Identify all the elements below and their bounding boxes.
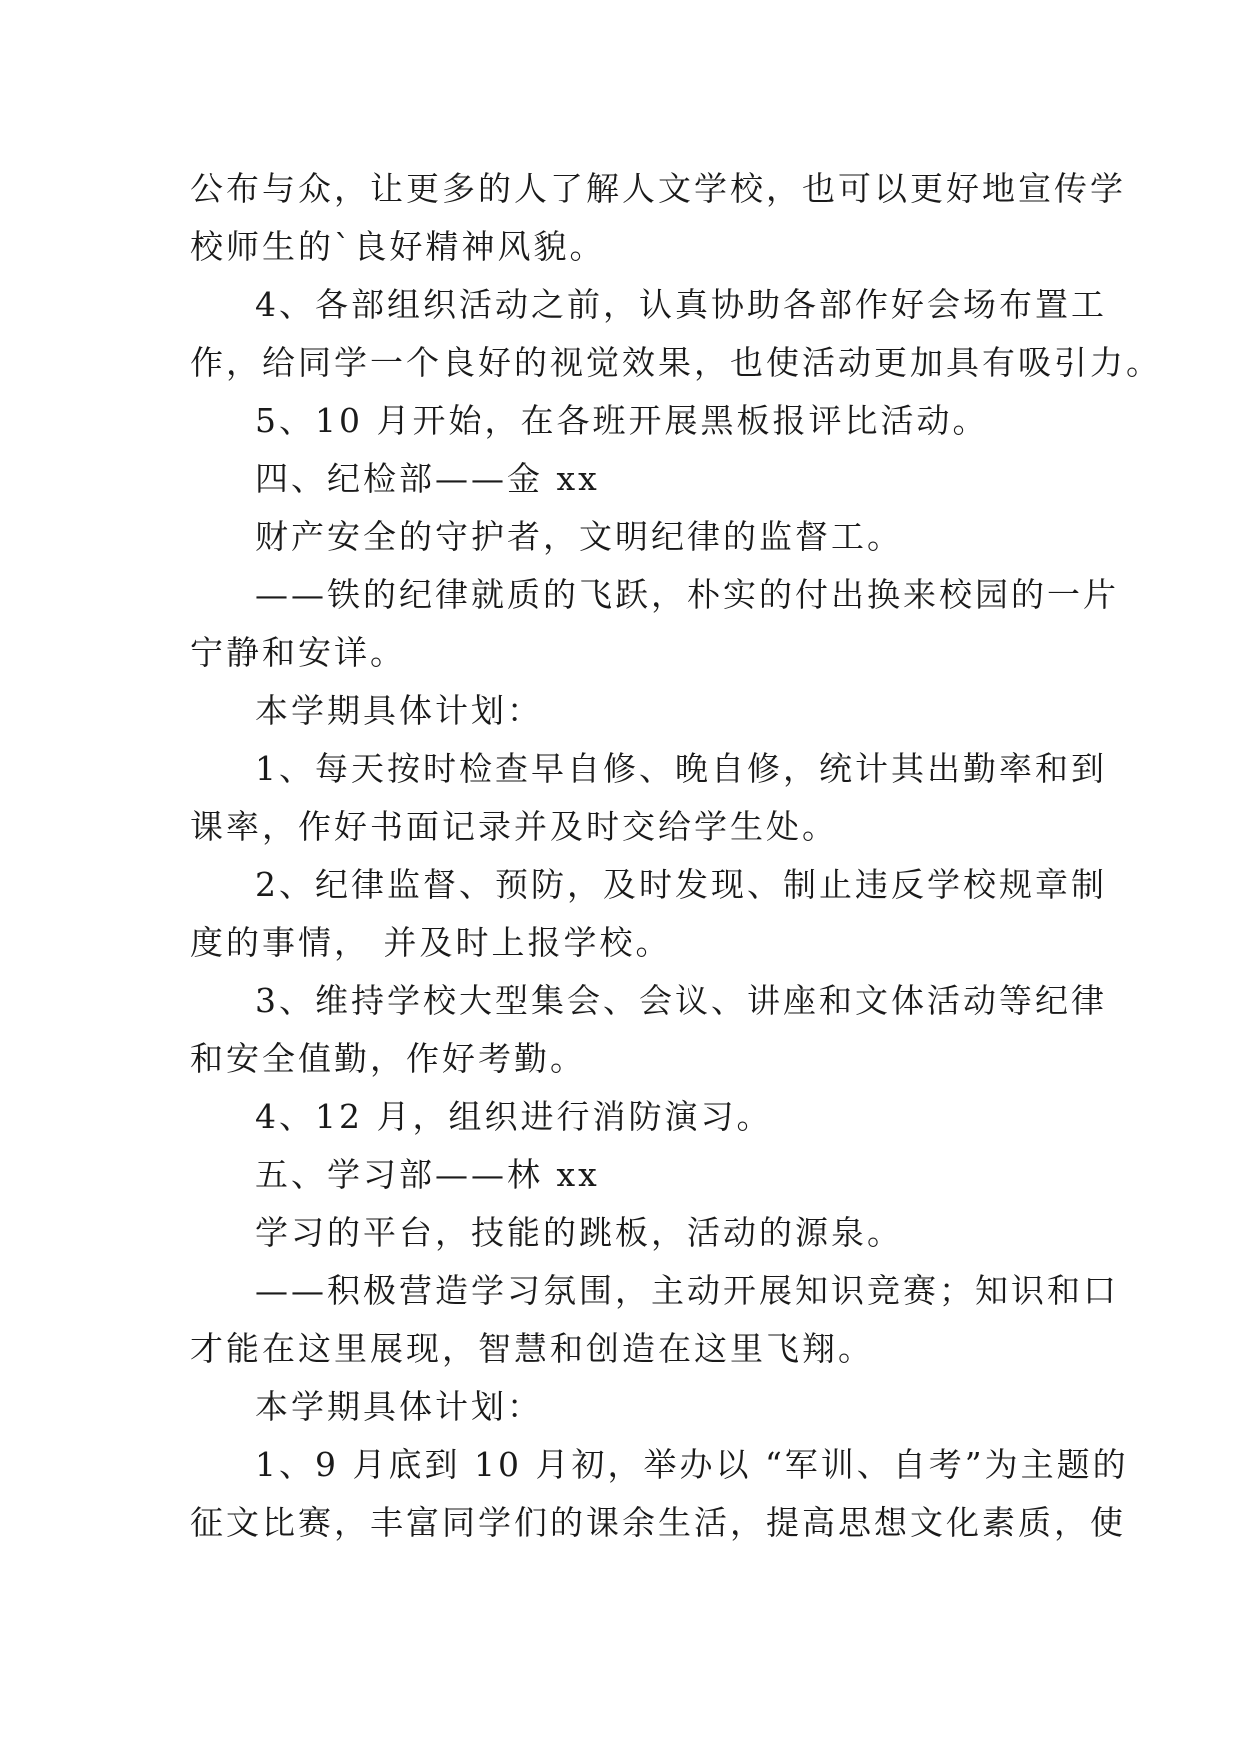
subheading: 本学期具体计划： — [255, 691, 543, 730]
list-item: 1、每天按时检查早自修、晚自修，统计其出勤率和到 — [255, 749, 1107, 788]
text-line: 课率，作好书面记录并及时交给学生处。 — [190, 807, 838, 846]
text-line: 度的事情， 并及时上报学校。 — [190, 923, 672, 962]
text-line: 公布与众，让更多的人了解人文学校，也可以更好地宣传学 — [190, 169, 1126, 208]
text-line: 作，给同学一个良好的视觉效果，也使活动更加具有吸引力。 — [190, 343, 1162, 382]
document-body — [190, 160, 1162, 1552]
list-item: 1、9 月底到 10 月初，举办以 “军训、自考”为主题的 — [255, 1445, 1129, 1484]
text-line: 宁静和安详。 — [190, 633, 406, 672]
list-item: 2、纪律监督、预防，及时发现、制止违反学校规章制 — [255, 865, 1107, 904]
list-item: 4、12 月，组织进行消防演习。 — [255, 1097, 773, 1136]
text-line: ——铁的纪律就质的飞跃，朴实的付出换来校园的一片 — [255, 575, 1119, 614]
text-line: 5、10 月开始，在各班开展黑板报评比活动。 — [255, 401, 989, 440]
text-line: 校师生的`良好精神风貌。 — [190, 227, 606, 266]
list-item: 3、维持学校大型集会、会议、讲座和文体活动等纪律 — [255, 981, 1107, 1020]
text-line: 学习的平台，技能的跳板，活动的源泉。 — [255, 1213, 903, 1252]
section-heading: 四、纪检部——金 xx — [255, 459, 600, 498]
text-line: 和安全值勤，作好考勤。 — [190, 1039, 586, 1078]
subheading: 本学期具体计划： — [255, 1387, 543, 1426]
text-line: 征文比赛，丰富同学们的课余生活，提高思想文化素质，使 — [190, 1503, 1126, 1542]
text-line: 才能在这里展现，智慧和创造在这里飞翔。 — [190, 1329, 874, 1368]
text-line: 财产安全的守护者，文明纪律的监督工。 — [255, 517, 903, 556]
text-line: 4、各部组织活动之前，认真协助各部作好会场布置工 — [255, 285, 1107, 324]
section-heading: 五、学习部——林 xx — [255, 1155, 600, 1194]
text-line: ——积极营造学习氛围，主动开展知识竞赛；知识和口 — [255, 1271, 1119, 1310]
